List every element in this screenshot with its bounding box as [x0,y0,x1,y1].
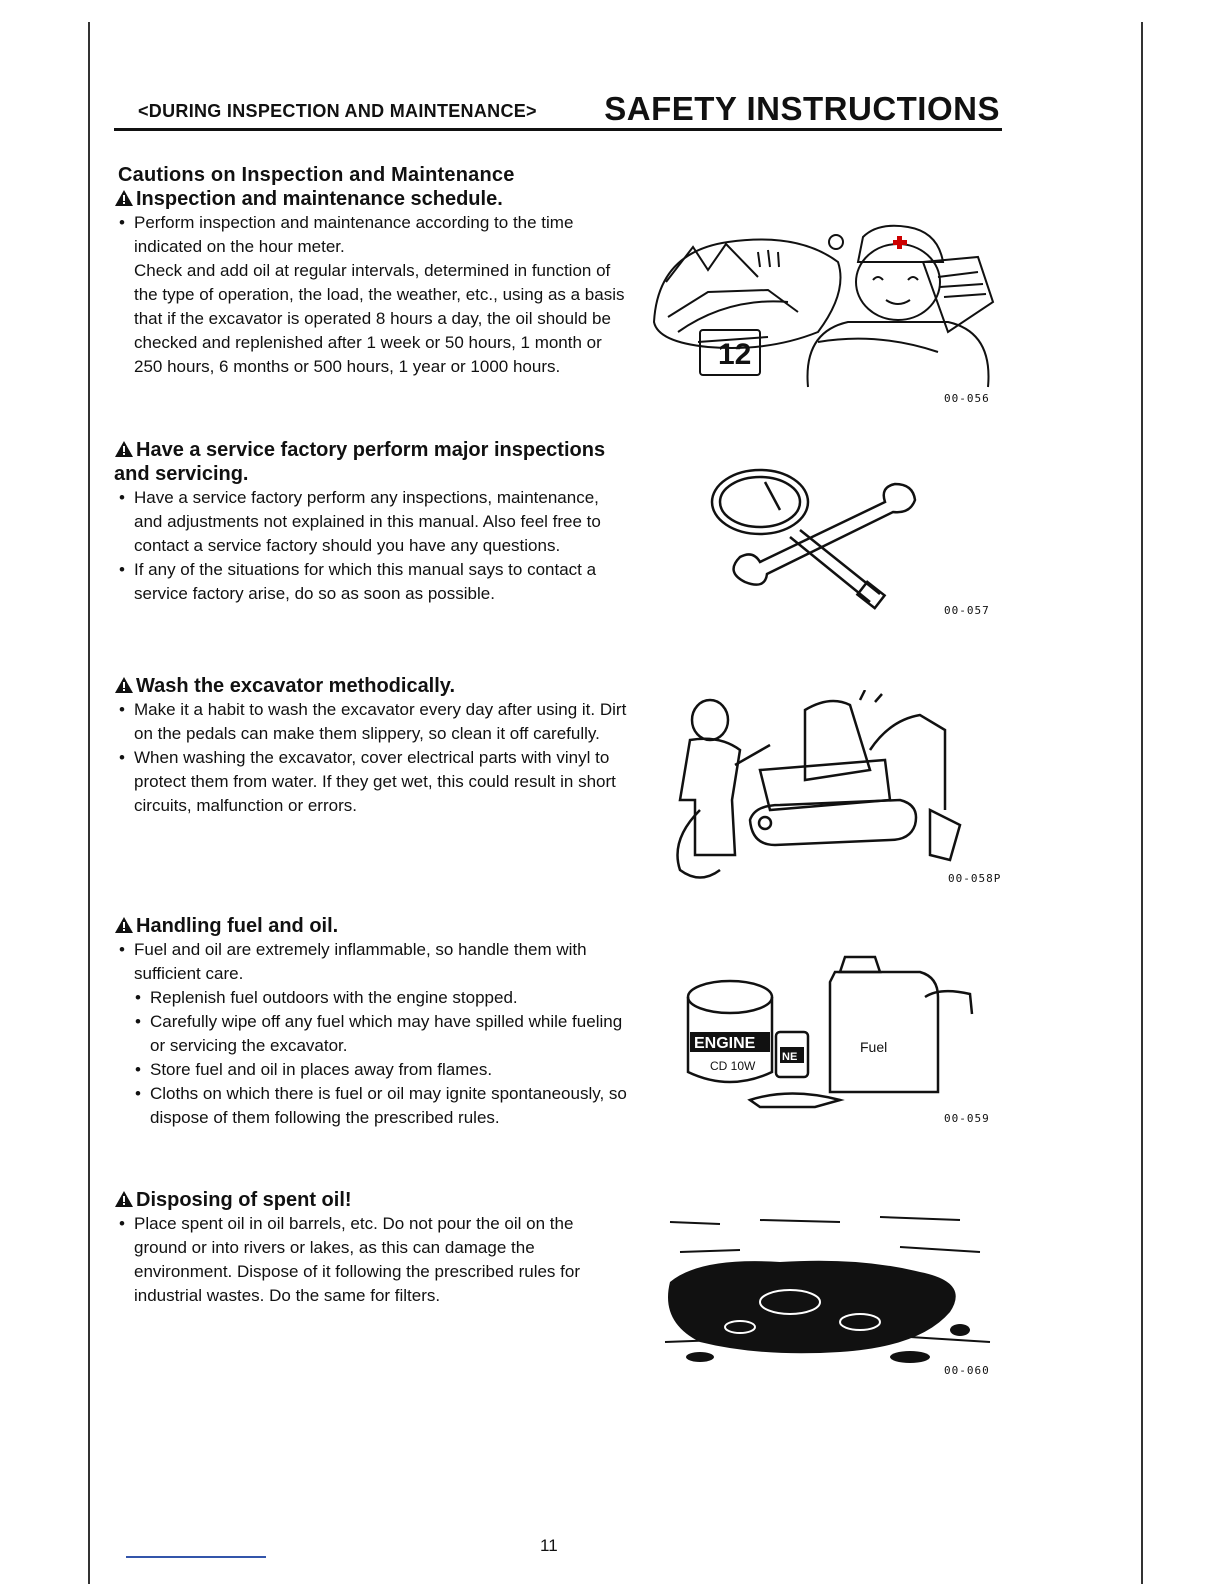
figure-gauge-and-wrench [705,462,935,622]
warning-icon [114,676,134,694]
list-item: • When washing the excavator, cover electrical parts with vinyl to protect them from water. If they get wet, this could result in short circuits, malfunction or errors. [114,746,629,818]
warning-icon [114,1190,134,1208]
section-title [114,1188,629,1212]
figure-code: 00-058P [948,872,1002,885]
section-title [114,674,629,698]
bullet-list [114,698,629,818]
section-title [114,187,629,211]
bullet-list [114,1212,629,1308]
bullet-list [114,486,629,606]
list-item: • Fuel and oil are extremely inflammable, so handle them with sufficient care. [114,938,629,986]
section-title [114,438,629,486]
list-item: • Make it a habit to wash the excavator every day after using it. Dirt on the pedals can make them slippery, so clean it off carefully. [114,698,629,746]
sub-list-item: • Replenish fuel outdoors with the engine stopped. [130,986,629,1010]
section-title-text: Wash the excavator methodically. [136,675,455,697]
section-wash-excavator [114,674,629,818]
header-title: SAFETY INSTRUCTIONS [604,90,1000,127]
figure-oil-spill [660,1212,1000,1372]
page-number: 11 [540,1536,558,1555]
figure-code: 00-057 [944,604,990,617]
list-item: • Perform inspection and maintenance according to the time indicated on the hour meter. [114,211,629,259]
section-title [114,914,629,938]
section-title-text: Have a service factory perform major inspections and servicing. [114,439,606,485]
warning-icon [114,916,134,934]
figure-worker-with-clipboard [648,222,998,392]
figure-code: 00-056 [944,392,990,405]
warning-icon [114,189,134,207]
section-heading: Cautions on Inspection and Maintenance [118,164,515,186]
figure-code: 00-060 [944,1364,990,1377]
section-title-text: Disposing of spent oil! [136,1189,352,1211]
figure-fuel-cans [680,952,980,1112]
svg-text:12: 12 [718,338,752,371]
section-title-text: Handling fuel and oil. [136,915,339,937]
section-title-text: Inspection and maintenance schedule. [136,188,503,210]
sub-list-item: • Carefully wipe off any fuel which may have spilled while fueling or servicing the excavator. [130,1010,629,1058]
bullet-list [114,211,629,379]
section-spent-oil [114,1188,629,1308]
header-subtitle: <DURING INSPECTION AND MAINTENANCE> [138,101,537,121]
sub-list-item: • Store fuel and oil in places away from flames. [130,1058,629,1082]
can-sub-label: CD 10W [710,1059,756,1073]
sub-list-item: • Cloths on which there is fuel or oil may ignite spontaneously, so dispose of them following the prescribed rules. [130,1082,629,1130]
section-service-factory [114,438,629,606]
paragraph: Check and add oil at regular intervals, determined in function of the type of operation, the load, the weather, etc., using as a basis that if the excavator is operated 8 hours a day, the oil should be checked and replenished after 1 week or 50 hours, 1 month or 250 hours, 6 months or 500 hours, 1 year or 1000 hours. [134,261,625,376]
page-border-right [1141,22,1143,1584]
list-item: • Place spent oil in oil barrels, etc. Do not pour the oil on the ground or into rivers or lakes, as this can damage the environment. Dispose of it following the prescribed rules for industrial wastes. Do the same for filters. [114,1212,629,1308]
small-can-label: NE [782,1051,798,1063]
jerry-can-label: Fuel [860,1039,888,1055]
warning-icon [114,440,134,458]
list-item: • If any of the situations for which this manual says to contact a service factory arise, do so as soon as possible. [114,558,629,606]
page-header [114,84,1002,131]
bullet-list [114,938,629,1130]
can-label: ENGINE [694,1035,756,1052]
section-maintenance-schedule [114,163,629,379]
list-item: • Have a service factory perform any inspections, maintenance, and adjustments not explained in this manual. Also feel free to contact a service factory should you have any questions. [114,486,629,558]
footer-line [126,1556,266,1558]
figure-washing-excavator [660,690,990,885]
figure-code: 00-059 [944,1112,990,1125]
section-fuel-and-oil [114,914,629,1130]
page-border-left [88,22,90,1584]
